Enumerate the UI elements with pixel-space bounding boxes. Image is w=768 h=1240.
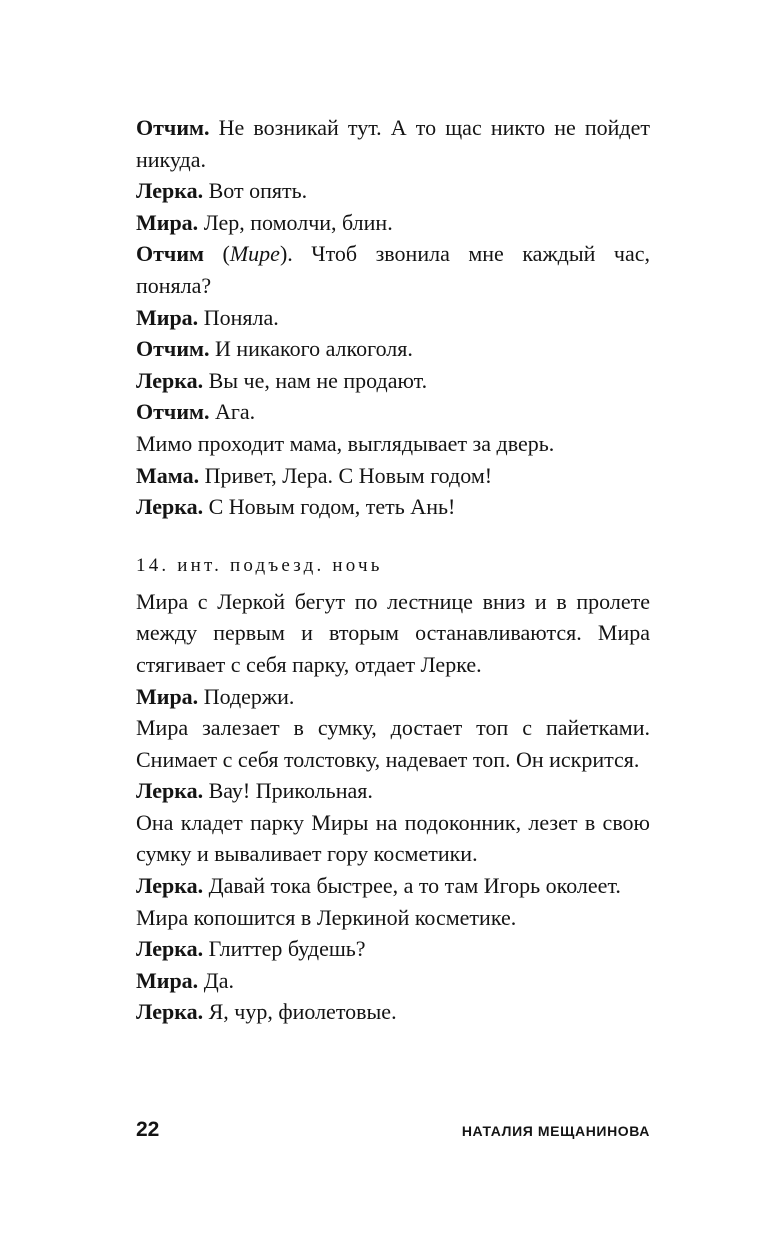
script-text: [136, 112, 650, 1028]
dialogue-line: [136, 965, 650, 997]
line-text: Вот опять.: [203, 178, 308, 204]
line-text: С Новым годом, теть Ань!: [203, 494, 456, 520]
scene-heading: 14. инт. подъезд. ночь: [136, 554, 383, 576]
speaker-name: Отчим.: [136, 115, 210, 140]
action-line: Мира залезает в сумку, достает топ с пайетками. Снимает с себя толстовку, надевает топ. Он искрится.: [136, 715, 650, 772]
line-text: Лер, помолчи, блин.: [198, 209, 393, 235]
dialogue-line: [136, 491, 650, 523]
speaker-name: Лерка.: [136, 178, 204, 204]
dialogue-line: [136, 302, 650, 334]
speaker-name: Отчим: [136, 241, 204, 267]
speaker-name: Мама.: [136, 462, 200, 488]
speaker-name: Мира.: [136, 304, 199, 330]
speaker-name: Лерка.: [136, 367, 204, 393]
speaker-name: Отчим.: [136, 336, 210, 362]
dialogue-line: [136, 775, 650, 807]
action-line: Мира с Леркой бегут по лестнице вниз и в пролете между первым и вторым останавливаются. Мира стягивает с себя парку, отдает Лерке.: [136, 588, 650, 677]
speaker-name: Отчим.: [136, 399, 210, 425]
line-text: Я, чур, фиолетовые.: [203, 999, 397, 1025]
paren-close: ): [279, 241, 288, 267]
dialogue-line: [136, 870, 650, 902]
line-text: Вау! Прикольная.: [203, 778, 373, 804]
line-text: Не возникай тут. А то щас никто не пойдет никуда.: [136, 115, 650, 172]
line-text: Поняла.: [198, 304, 279, 330]
line-text: Глиттер будешь?: [203, 936, 366, 962]
action-line: Мира копошится в Леркиной косметике.: [136, 904, 517, 930]
stage-direction: Мире: [229, 241, 280, 267]
running-author: НАТАЛИЯ МЕЩАНИНОВА: [461, 1123, 650, 1139]
dialogue-line: [136, 365, 650, 397]
dialogue-line: [136, 460, 650, 492]
line-text: . Чтоб звонила мне каждый час, поняла?: [136, 241, 650, 298]
speaker-name: Мира.: [136, 683, 199, 709]
action-line: Она кладет парку Миры на подоконник, лезет в свою сумку и вываливает гору косметики.: [136, 809, 650, 867]
dialogue-line: [136, 238, 650, 301]
speaker-name: Лерка.: [136, 936, 204, 962]
line-text: Вы че, нам не продают.: [203, 367, 428, 393]
dialogue-line: [136, 681, 650, 713]
dialogue-line: [136, 996, 650, 1028]
speaker-name: Мира.: [136, 967, 199, 993]
speaker-name: Мира.: [136, 209, 199, 235]
dialogue-line: [136, 112, 650, 175]
line-text: Привет, Лера. С Новым годом!: [199, 462, 493, 488]
line-text: И никакого алкоголя.: [209, 336, 413, 362]
line-text: Да.: [198, 967, 234, 993]
dialogue-line: [136, 333, 650, 365]
line-text: Давай тока быстрее, а то там Игорь околеет.: [203, 873, 621, 899]
paren-open: (: [204, 241, 230, 267]
line-text: Ага.: [209, 399, 256, 425]
page-number: 22: [136, 1118, 160, 1141]
speaker-name: Лерка.: [136, 999, 204, 1025]
dialogue-line: [136, 207, 650, 239]
speaker-name: Лерка.: [136, 778, 204, 804]
speaker-name: Лерка.: [136, 494, 204, 520]
dialogue-line: [136, 175, 650, 207]
dialogue-line: [136, 933, 650, 965]
page-footer: [136, 1118, 650, 1148]
action-line: Мимо проходит мама, выглядывает за дверь.: [136, 430, 555, 456]
speaker-name: Лерка.: [136, 873, 204, 899]
dialogue-line: [136, 396, 650, 428]
line-text: Подержи.: [198, 683, 295, 709]
